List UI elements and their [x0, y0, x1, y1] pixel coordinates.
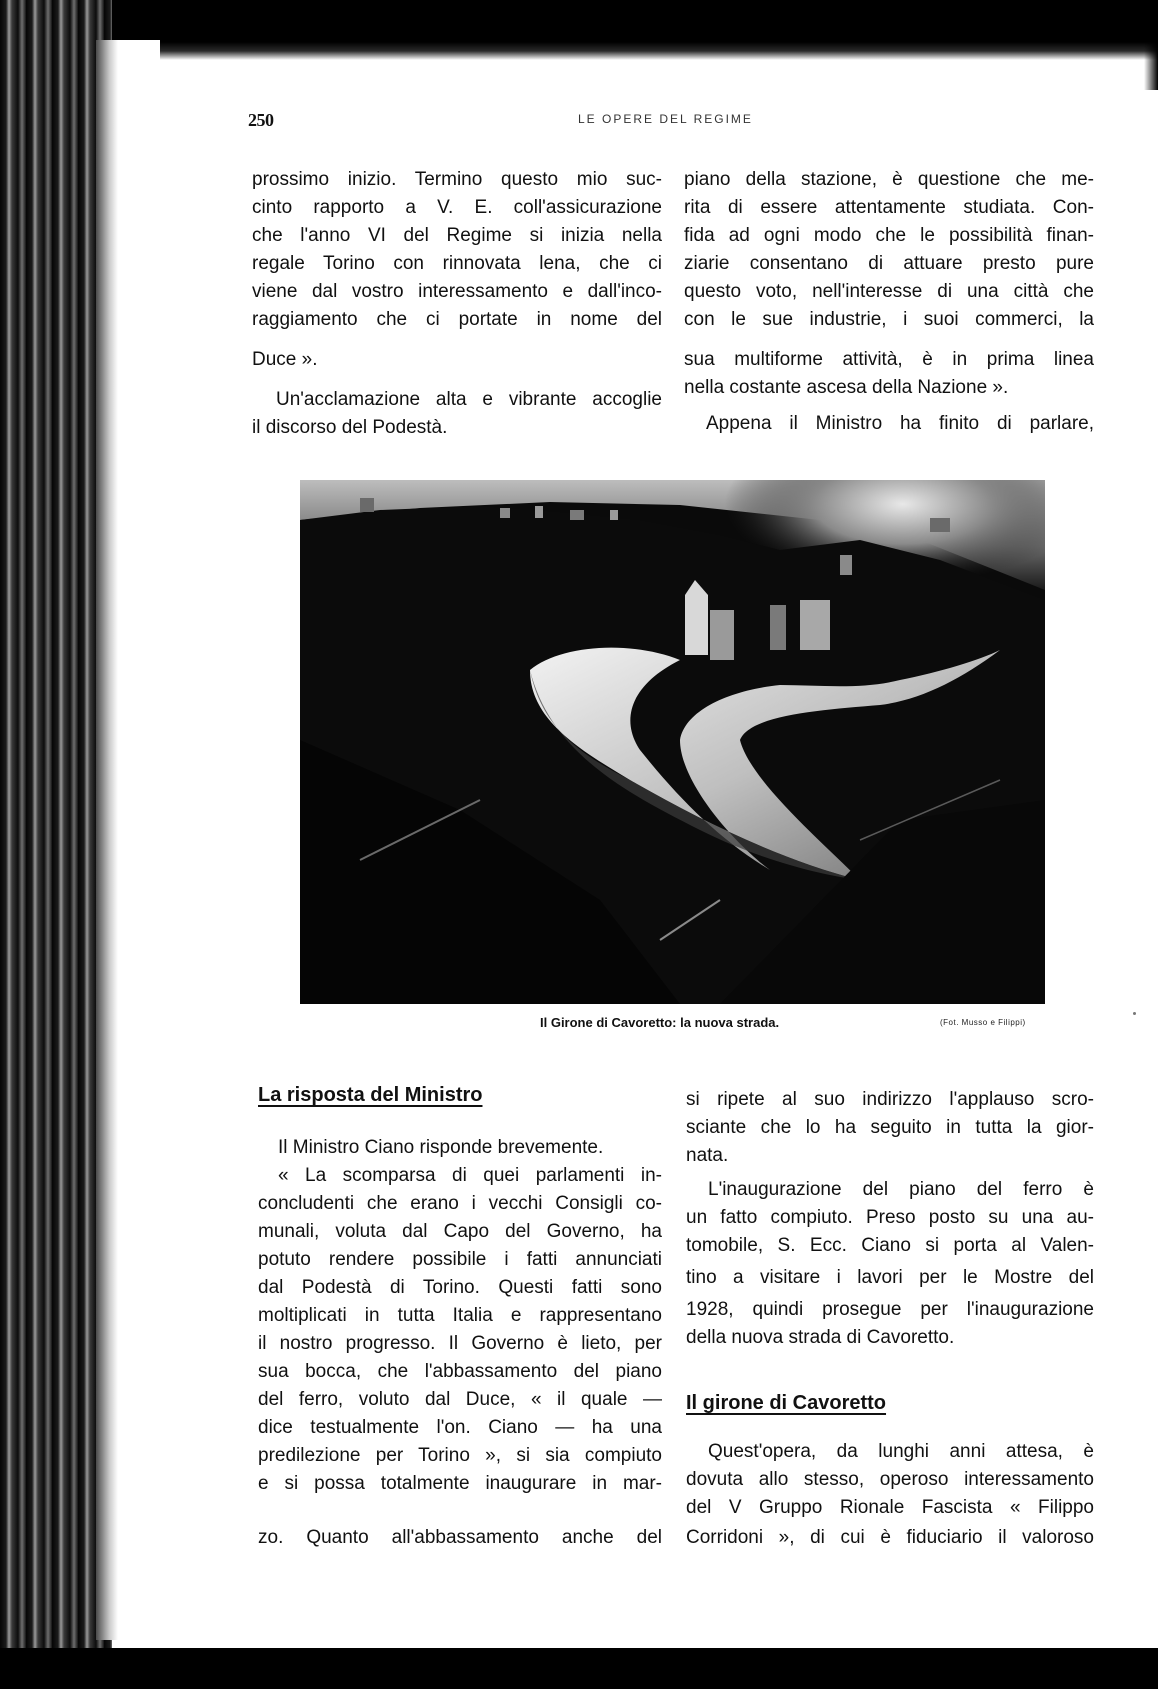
- scan-border-bottom: [0, 1648, 1158, 1689]
- text-line: sciante che lo ha seguito in tutta la gior-: [686, 1117, 1094, 1138]
- text-line: Quest'opera, da lunghi anni attesa, è: [708, 1441, 1094, 1462]
- text-line: raggiamento che ci portate in nome del: [252, 309, 662, 330]
- text-line: L'inaugurazione del piano del ferro è: [708, 1179, 1094, 1200]
- text-line: dice testualmente l'on. Ciano — ha una: [258, 1417, 662, 1438]
- photo-credit: (Fot. Musso e Filippi): [940, 1018, 1026, 1027]
- text-line: dal Podestà di Torino. Questi fatti sono: [258, 1277, 662, 1298]
- text-line: si ripete al suo indirizzo l'applauso scro-: [686, 1089, 1094, 1110]
- photo-caption: Il Girone di Cavoretto: la nuova strada.: [540, 1015, 780, 1030]
- text-line: dovuta allo stesso, operoso interessamento: [686, 1469, 1094, 1490]
- text-line: e si possa totalmente inaugurare in mar-: [258, 1473, 662, 1494]
- scan-border-left-fade: [96, 40, 118, 1640]
- text-line: viene dal vostro interessamento e dall'inco-: [252, 281, 662, 302]
- text-line: Corridoni », di cui è fiduciario il valoroso: [686, 1527, 1094, 1548]
- text-line: il nostro progresso. Il Governo è lieto, per: [258, 1333, 662, 1354]
- text-line: con le sue industrie, i suoi commerci, la: [684, 309, 1094, 330]
- text-line: concludenti che erano i vecchi Consigli co-: [258, 1193, 662, 1214]
- text-line: fida ad ogni modo che le possibilità finan-: [684, 225, 1094, 246]
- text-line: zo. Quanto all'abbassamento anche del: [258, 1527, 662, 1548]
- text-line: rita di essere attentamente studiata. Con-: [684, 197, 1094, 218]
- text-line: questo voto, nell'interesse di una città che: [684, 281, 1094, 302]
- text-line: il discorso del Podestà.: [252, 417, 448, 438]
- text-line: munali, voluta dal Capo del Governo, ha: [258, 1221, 662, 1242]
- text-line: tino a visitare i lavori per le Mostre del: [686, 1267, 1094, 1288]
- text-line: « La scomparsa di quei parlamenti in-: [278, 1165, 662, 1186]
- text-line: del ferro, voluto dal Duce, « il quale —: [258, 1389, 662, 1410]
- section-heading-girone: Il girone di Cavoretto: [686, 1392, 887, 1414]
- text-line: moltiplicati in tutta Italia e rappresentano: [258, 1305, 662, 1326]
- text-line: prossimo inizio. Termino questo mio suc-: [252, 169, 662, 190]
- page-number: 250: [248, 110, 274, 130]
- text-line: regale Torino con rinnovata lena, che ci: [252, 253, 662, 274]
- text-line: cinto rapporto a V. E. coll'assicurazione: [252, 197, 662, 218]
- text-line: Un'acclamazione alta e vibrante accoglie: [276, 389, 662, 410]
- text-line: nella costante ascesa della Nazione ».: [684, 377, 1009, 398]
- text-line: potuto rendere possibile i fatti annunciati: [258, 1249, 662, 1270]
- text-line: sua multiforme attività, è in prima linea: [684, 349, 1094, 370]
- scan-border-top-edge: [160, 30, 1158, 60]
- text-line: tomobile, S. Ecc. Ciano si porta al Valen-: [686, 1235, 1094, 1256]
- text-line: piano della stazione, è questione che me-: [684, 169, 1094, 190]
- text-line: della nuova strada di Cavoretto.: [686, 1327, 955, 1348]
- scan-border-right-corner: [1144, 40, 1158, 90]
- text-line: predilezione per Torino », si sia compiuto: [258, 1445, 662, 1466]
- text-line: sua bocca, che l'abbassamento del piano: [258, 1361, 662, 1382]
- text-line: Duce ».: [252, 349, 318, 370]
- page-header: [248, 110, 753, 134]
- text-line: che l'anno VI del Regime si inizia nella: [252, 225, 662, 246]
- photo-girone-cavoretto: [300, 480, 1045, 1004]
- text-line: nata.: [686, 1145, 729, 1166]
- text-line: del V Gruppo Rionale Fascista « Filippo: [686, 1497, 1094, 1518]
- text-line: un fatto compiuto. Preso posto su una au-: [686, 1207, 1094, 1228]
- scan-speck: [1133, 1012, 1136, 1015]
- section-heading-risposta: La risposta del Ministro: [258, 1084, 483, 1106]
- photo-illustration: [300, 480, 1045, 1004]
- text-line: 1928, quindi prosegue per l'inaugurazione: [686, 1299, 1094, 1320]
- text-line: ziarie consentano di attuare presto pure: [684, 253, 1094, 274]
- running-head: LE OPERE DEL REGIME: [578, 112, 753, 126]
- text-line: Il Ministro Ciano risponde brevemente.: [278, 1137, 604, 1158]
- text-line: Appena il Ministro ha finito di parlare,: [706, 413, 1094, 434]
